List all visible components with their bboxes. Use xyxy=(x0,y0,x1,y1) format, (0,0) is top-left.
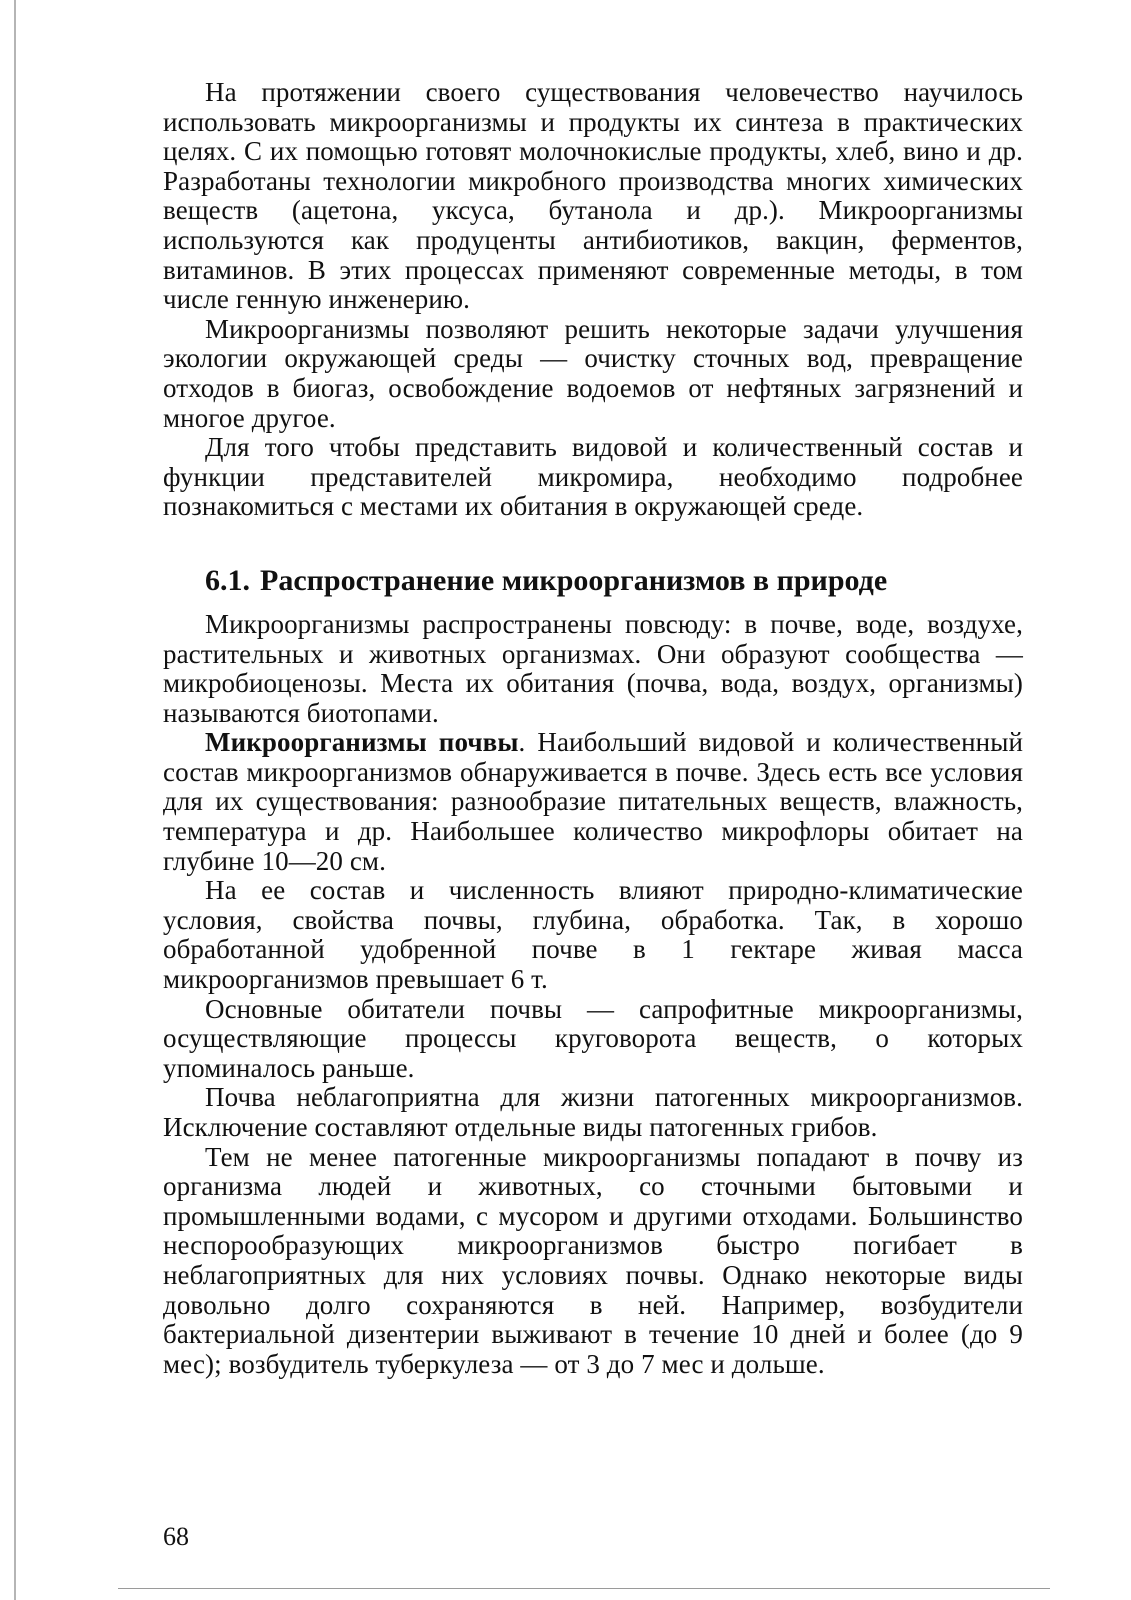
soil-run-in-heading: Микроорганизмы почвы xyxy=(205,727,519,758)
section-number: 6.1. xyxy=(205,563,250,597)
section-paragraph-3: На ее состав и численность влияют природно-климатические условия, свойства почвы, глубина, обработка. Так, в хорошо обработанной удобренной почве в 1 гектаре живая масса микроорганизмов превышает 6 т. xyxy=(163,875,1023,995)
section-paragraph-5: Почва неблагоприятна для жизни патогенных микроорганизмов. Исключение составляют отдельные виды патогенных грибов. xyxy=(163,1082,1023,1142)
section-title: Распространение микроорганизмов в природе xyxy=(260,563,888,597)
scan-edge-line xyxy=(14,0,16,1600)
page-body xyxy=(163,78,1023,1379)
intro-paragraph-2: Микроорганизмы позволяют решить некоторые задачи улучшения экологии окружающей среды — очистку сточных вод, превращение отходов в биогаз, освобождение водоемов от нефтяных загрязнений и многое другое. xyxy=(163,313,1023,433)
section-heading xyxy=(205,564,1023,598)
page-number: 68 xyxy=(163,1522,189,1551)
scan-bottom-line xyxy=(118,1588,1050,1589)
section-paragraph-1: Микроорганизмы распространены повсюду: в почве, воде, воздухе, растительных и животных организмах. Они образуют сообщества — микробиоценозы. Места их обитания (почва, вода, воздух, организмы) называются биотопами. xyxy=(163,608,1023,728)
soil-paragraph-text: . Наибольший видовой и количественный состав микроорганизмов обнаруживается в почве. Здесь есть все условия для их существования: разнообразие питательных веществ, влажность, температура и др. Наибольшее количество микрофлоры обитает на глубине 10—20 см. xyxy=(163,727,1023,876)
section-paragraph-6: Тем не менее патогенные микроорганизмы попадают в почву из организма людей и животных, со сточными бытовыми и промышленными водами, с мусором и другими отходами. Большинство неспорообразующих микроорганизмов быстро погибает в неблагоприятных для них условиях почвы. Однако некоторые виды довольно долго сохраняются в ней. Например, возбудители бактериальной дизентерии выживают в течение 10 дней и более (до 9 мес); возбудитель туберкулеза — от 3 до 7 мес и дольше. xyxy=(163,1141,1023,1379)
soil-paragraph xyxy=(163,728,1023,876)
section-paragraph-4: Основные обитатели почвы — сапрофитные микроорганизмы, осуществляющие процессы круговорота веществ, о которых упоминалось раньше. xyxy=(163,993,1023,1083)
intro-paragraph-3: Для того чтобы представить видовой и количественный состав и функции представителей микромира, необходимо подробнее познакомиться с местами их обитания в окружающей среде. xyxy=(163,432,1023,522)
intro-paragraph-1: На протяжении своего существования человечество научилось использовать микроорганизмы и продукты их синтеза в практических целях. С их помощью готовят молочнокислые продукты, хлеб, вино и др. Разработаны технологии микробного производства многих химических веществ (ацетона, уксуса, бутанола и др.). Микроорганизмы используются как продуценты антибиотиков, вакцин, ферментов, витаминов. В этих процессах применяют современные методы, в том числе генную инженерию. xyxy=(163,77,1023,315)
